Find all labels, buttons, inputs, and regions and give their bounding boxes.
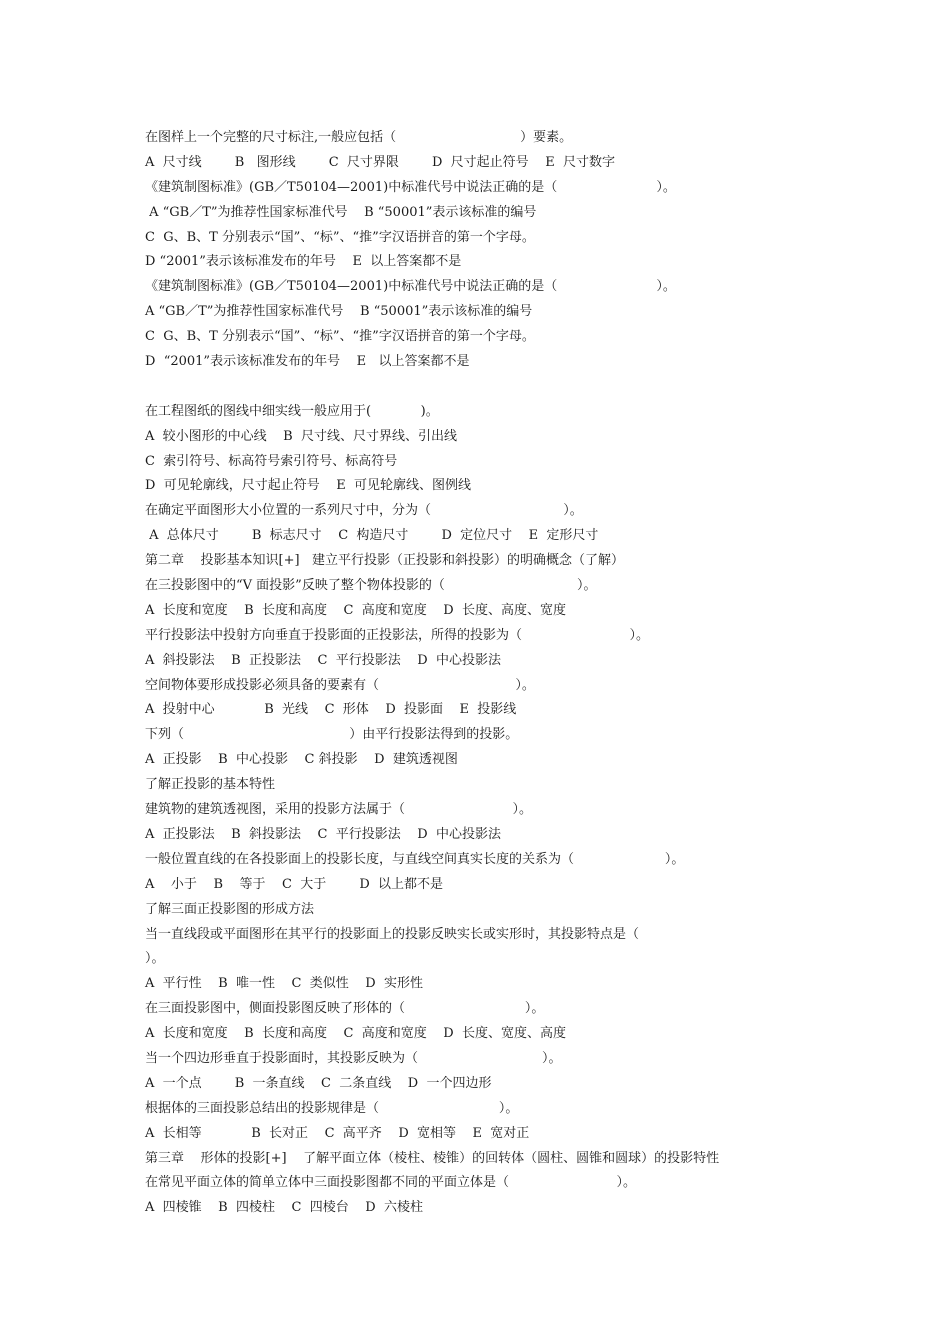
section-heading: 了解正投影的基本特性 xyxy=(145,777,276,793)
text-line: 《建筑制图标准》(GB／T50104—2001)中标准代号中说法正确的是（ ）。 xyxy=(145,179,676,195)
text-line: A 长度和宽度 B 长度和高度 C 高度和宽度 D 长度、宽度、高度 xyxy=(145,1026,566,1042)
text-line: D “2001”表示该标准发布的年号 E 以上答案都不是 xyxy=(145,254,462,270)
text-line: A 较小图形的中心线 B 尺寸线、尺寸界线、引出线 xyxy=(145,428,458,444)
text-line: A 长相等 B 长对正 C 高平齐 D 宽相等 E 宽对正 xyxy=(145,1125,530,1141)
text-line: 在工程图纸的图线中细实线一般应用于( )。 xyxy=(145,403,439,419)
text-line: C 索引符号、标高符号索引符号、标高符号 xyxy=(145,453,398,469)
text-line: A 小于 B 等于 C 大于 D 以上都不是 xyxy=(145,876,444,892)
text-line: C G、B、T 分别表示“国”、“标”、“推”字汉语拼音的第一个字母。 xyxy=(145,229,535,245)
text-line: 根据体的三面投影总结出的投影规律是（ ）。 xyxy=(145,1100,519,1116)
text-line: A 正投影法 B 斜投影法 C 平行投影法 D 中心投影法 xyxy=(145,826,501,842)
text-line: 在图样上一个完整的尺寸标注,一般应包括（ ）要素。 xyxy=(145,130,573,145)
text-line: A 总体尺寸 B 标志尺寸 C 构造尺寸 D 定位尺寸 E 定形尺寸 xyxy=(145,528,599,544)
text-line: 在三面投影图中，侧面投影图反映了形体的（ ）。 xyxy=(145,1001,545,1017)
text-body xyxy=(145,126,805,1221)
text-line: A “GB／T”为推荐性国家标准代号 B “50001”表示该标准的编号 xyxy=(145,204,537,220)
text-line: ）。 xyxy=(145,951,165,967)
text-line: A 一个点 B 一条直线 C 二条直线 D 一个四边形 xyxy=(145,1075,492,1091)
section-heading: 了解三面正投影图的形成方法 xyxy=(145,901,315,917)
text-line: A 四棱锥 B 四棱柱 C 四棱台 D 六棱柱 xyxy=(145,1200,423,1216)
blank-line xyxy=(145,375,805,400)
text-line: 平行投影法中投射方向垂直于投影面的正投影法，所得的投影为（ ）。 xyxy=(145,627,649,643)
text-line: 下列（ ）由平行投影法得到的投影。 xyxy=(145,727,519,743)
text-line: A 斜投影法 B 正投影法 C 平行投影法 D 中心投影法 xyxy=(145,652,501,668)
text-line: A 正投影 B 中心投影 C 斜投影 D 建筑透视图 xyxy=(145,752,458,768)
text-line: 一般位置直线的在各投影面上的投影长度，与直线空间真实长度的关系为（ ）。 xyxy=(145,851,685,867)
chapter-heading: 第三章 形体的投影[+] 了解平面立体（棱柱、棱锥）的回转体（圆柱、圆锥和圆球）的投影特性 xyxy=(145,1150,720,1166)
chapter-heading: 第二章 投影基本知识[+] 建立平行投影（正投影和斜投影）的明确概念（了解） xyxy=(145,553,624,569)
text-line: C G、B、T 分别表示“国”、“标”、“推”字汉语拼音的第一个字母。 xyxy=(145,329,535,345)
text-line: A 平行性 B 唯一性 C 类似性 D 实形性 xyxy=(145,976,423,992)
text-line: 建筑物的建筑透视图，采用的投影方法属于（ ）。 xyxy=(145,802,532,818)
text-line: A 长度和宽度 B 长度和高度 C 高度和宽度 D 长度、高度、宽度 xyxy=(145,602,566,618)
text-line: A “GB／T”为推荐性国家标准代号 B “50001”表示该标准的编号 xyxy=(145,304,533,320)
text-line: A 尺寸线 B 图形线 C 尺寸界限 D 尺寸起止符号 E 尺寸数字 xyxy=(145,154,615,170)
text-line: 在常见平面立体的简单立体中三面投影图都不同的平面立体是（ ）。 xyxy=(145,1175,636,1191)
text-line: D “2001”表示该标准发布的年号 E 以上答案都不是 xyxy=(145,354,470,370)
text-line: 在确定平面图形大小位置的一系列尺寸中，分为（ ）。 xyxy=(145,503,583,519)
text-line: 当一直线段或平面图形在其平行的投影面上的投影反映实长或实形时，其投影特点是（ xyxy=(145,926,640,942)
text-line: 《建筑制图标准》(GB／T50104—2001)中标准代号中说法正确的是（ ）。 xyxy=(145,279,676,295)
text-line: 在三投影图中的“V 面投影”反映了整个物体投影的（ ）。 xyxy=(145,578,597,594)
text-line: A 投射中心 B 光线 C 形体 D 投影面 E 投影线 xyxy=(145,702,517,718)
text-line: D 可见轮廓线，尺寸起止符号 E 可见轮廓线、图例线 xyxy=(145,478,471,494)
text-line: 空间物体要形成投影必须具备的要素有（ ）。 xyxy=(145,677,535,693)
text-line: 当一个四边形垂直于投影面时，其投影反映为（ ）。 xyxy=(145,1050,562,1066)
